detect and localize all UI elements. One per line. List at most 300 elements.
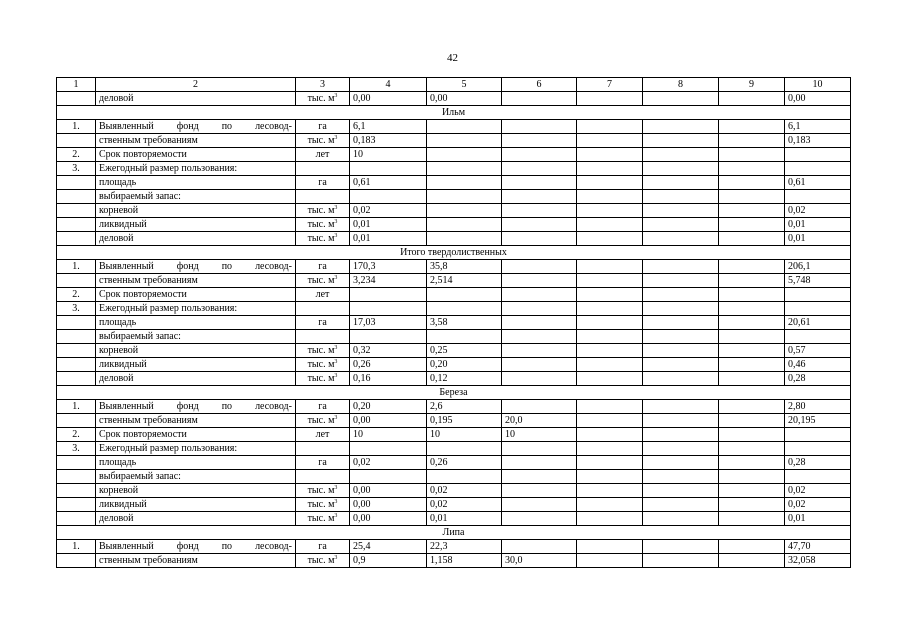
col7-cell	[577, 274, 643, 288]
col9-cell	[719, 218, 785, 232]
col10-cell: 0,02	[785, 204, 851, 218]
header-cell: 3	[296, 78, 350, 92]
header-cell: 4	[350, 78, 427, 92]
col5-cell	[427, 288, 502, 302]
col10-cell	[785, 190, 851, 204]
col4-cell: 0,183	[350, 134, 427, 148]
unit-cell: тыс. $м^3$	[296, 554, 350, 568]
row-label-cell	[96, 400, 296, 414]
col5-cell	[427, 120, 502, 134]
col7-cell	[577, 554, 643, 568]
col4-cell: 0,16	[350, 372, 427, 386]
table-row	[57, 554, 851, 568]
col5-cell: 35,8	[427, 260, 502, 274]
col6-cell	[502, 232, 577, 246]
row-number-cell	[57, 218, 96, 232]
col4-cell	[350, 288, 427, 302]
col4-cell: 17,03	[350, 316, 427, 330]
col6-cell	[502, 148, 577, 162]
col6-cell	[502, 498, 577, 512]
col10-cell: 0,28	[785, 456, 851, 470]
row-label-cell: ликвидный	[96, 498, 296, 512]
col9-cell	[719, 316, 785, 330]
col4-cell	[350, 330, 427, 344]
col4-cell: 0,9	[350, 554, 427, 568]
col6-cell	[502, 92, 577, 106]
col7-cell	[577, 470, 643, 484]
table-row	[57, 442, 851, 456]
row-number-cell	[57, 498, 96, 512]
col8-cell	[643, 190, 719, 204]
col5-cell: 2,6	[427, 400, 502, 414]
unit-cell: тыс. $м^3$	[296, 414, 350, 428]
col10-cell	[785, 162, 851, 176]
col5-cell: 22,3	[427, 540, 502, 554]
col9-cell	[719, 442, 785, 456]
col7-cell	[577, 498, 643, 512]
col4-cell: 0,32	[350, 344, 427, 358]
col8-cell	[643, 92, 719, 106]
col6-cell	[502, 190, 577, 204]
col5-cell: 0,01	[427, 512, 502, 526]
col4-cell	[350, 162, 427, 176]
table-row	[57, 316, 851, 330]
table-row	[57, 288, 851, 302]
table-row	[57, 218, 851, 232]
col5-cell	[427, 134, 502, 148]
row-label-cell: Срок повторяемости	[96, 288, 296, 302]
unit-cell	[296, 470, 350, 484]
col8-cell	[643, 134, 719, 148]
row-label-cell: деловой	[96, 92, 296, 106]
col10-cell: 2,80	[785, 400, 851, 414]
table-row	[57, 498, 851, 512]
col4-cell: 170,3	[350, 260, 427, 274]
col6-cell	[502, 274, 577, 288]
row-number-cell: 2.	[57, 288, 96, 302]
unit-cell: га	[296, 316, 350, 330]
row-label-cell: Ежегодный размер пользования:	[96, 302, 296, 316]
col9-cell	[719, 288, 785, 302]
row-label-cell: площадь	[96, 176, 296, 190]
table-row	[57, 302, 851, 316]
row-number-cell: 1.	[57, 120, 96, 134]
col8-cell	[643, 344, 719, 358]
col6-cell	[502, 204, 577, 218]
unit-cell: га	[296, 456, 350, 470]
table-row	[57, 120, 851, 134]
unit-cell: тыс. $м^3$	[296, 484, 350, 498]
col9-cell	[719, 358, 785, 372]
table-row	[57, 162, 851, 176]
row-label-cell: ственным требованиям	[96, 414, 296, 428]
unit-cell	[296, 190, 350, 204]
col5-cell	[427, 470, 502, 484]
col10-cell	[785, 330, 851, 344]
col8-cell	[643, 428, 719, 442]
col7-cell	[577, 92, 643, 106]
col9-cell	[719, 274, 785, 288]
col10-cell: 0,183	[785, 134, 851, 148]
col7-cell	[577, 162, 643, 176]
section-header-row	[57, 386, 851, 400]
col7-cell	[577, 260, 643, 274]
col7-cell	[577, 134, 643, 148]
table-row	[57, 428, 851, 442]
col7-cell	[577, 204, 643, 218]
col10-cell: 206,1	[785, 260, 851, 274]
row-number-cell: 1.	[57, 540, 96, 554]
col10-cell: 20,61	[785, 316, 851, 330]
row-number-cell: 1.	[57, 260, 96, 274]
col9-cell	[719, 428, 785, 442]
header-row	[57, 78, 851, 92]
row-label-cell: выбираемый запас:	[96, 470, 296, 484]
col8-cell	[643, 148, 719, 162]
unit-cell: га	[296, 120, 350, 134]
col7-cell	[577, 288, 643, 302]
unit-cell: тыс. $м^3$	[296, 358, 350, 372]
row-number-cell: 3.	[57, 302, 96, 316]
col10-cell: 0,02	[785, 484, 851, 498]
col4-cell: 0,00	[350, 498, 427, 512]
col4-cell: 0,20	[350, 400, 427, 414]
col8-cell	[643, 470, 719, 484]
row-label-cell	[96, 540, 296, 554]
col10-cell: 0,00	[785, 92, 851, 106]
col6-cell	[502, 484, 577, 498]
table-row	[57, 92, 851, 106]
col8-cell	[643, 400, 719, 414]
col6-cell	[502, 456, 577, 470]
col10-cell: 32,058	[785, 554, 851, 568]
col10-cell: 20,195	[785, 414, 851, 428]
col10-cell: 0,57	[785, 344, 851, 358]
col8-cell	[643, 512, 719, 526]
col6-cell	[502, 302, 577, 316]
section-title: Итого твердолиственных	[57, 246, 851, 260]
col8-cell	[643, 554, 719, 568]
col9-cell	[719, 330, 785, 344]
col5-cell	[427, 176, 502, 190]
row-number-cell	[57, 456, 96, 470]
row-label-cell: ликвидный	[96, 218, 296, 232]
col4-cell: 0,00	[350, 414, 427, 428]
col5-cell: 0,195	[427, 414, 502, 428]
col5-cell: 0,00	[427, 92, 502, 106]
row-label-text: Выявленный фонд по лесовод-	[99, 121, 292, 132]
col6-cell	[502, 316, 577, 330]
col8-cell	[643, 316, 719, 330]
row-number-cell: 2.	[57, 428, 96, 442]
col10-cell: 0,28	[785, 372, 851, 386]
table-row	[57, 190, 851, 204]
unit-cell: тыс. $м^3$	[296, 134, 350, 148]
col9-cell	[719, 400, 785, 414]
col9-cell	[719, 302, 785, 316]
page-number: 42	[447, 52, 458, 64]
unit-cell: лет	[296, 428, 350, 442]
row-number-cell	[57, 358, 96, 372]
unit-cell: тыс. $м^3$	[296, 512, 350, 526]
col7-cell	[577, 148, 643, 162]
col8-cell	[643, 330, 719, 344]
col6-cell: 10	[502, 428, 577, 442]
col4-cell: 3,234	[350, 274, 427, 288]
col7-cell	[577, 540, 643, 554]
table-row	[57, 540, 851, 554]
row-number-cell	[57, 414, 96, 428]
col10-cell	[785, 288, 851, 302]
section-title: Ильм	[57, 106, 851, 120]
row-label-cell	[96, 120, 296, 134]
col9-cell	[719, 414, 785, 428]
unit-cell	[296, 162, 350, 176]
col4-cell: 10	[350, 148, 427, 162]
col9-cell	[719, 92, 785, 106]
table-row	[57, 512, 851, 526]
col5-cell: 3,58	[427, 316, 502, 330]
table-row	[57, 330, 851, 344]
col8-cell	[643, 302, 719, 316]
col6-cell	[502, 358, 577, 372]
table-row	[57, 232, 851, 246]
col7-cell	[577, 232, 643, 246]
col8-cell	[643, 484, 719, 498]
row-number-cell	[57, 484, 96, 498]
row-number-cell: 3.	[57, 442, 96, 456]
table-body	[57, 92, 851, 568]
table-row	[57, 260, 851, 274]
section-header-row	[57, 106, 851, 120]
col9-cell	[719, 372, 785, 386]
col10-cell: 5,748	[785, 274, 851, 288]
col7-cell	[577, 302, 643, 316]
unit-cell: тыс. $м^3$	[296, 92, 350, 106]
header-cell: 9	[719, 78, 785, 92]
col8-cell	[643, 232, 719, 246]
col10-cell	[785, 148, 851, 162]
col9-cell	[719, 512, 785, 526]
row-label-cell: корневой	[96, 204, 296, 218]
col8-cell	[643, 288, 719, 302]
unit-cell: лет	[296, 148, 350, 162]
col9-cell	[719, 260, 785, 274]
unit-cell	[296, 330, 350, 344]
row-label-cell: Ежегодный размер пользования:	[96, 442, 296, 456]
unit-cell	[296, 442, 350, 456]
col10-cell	[785, 302, 851, 316]
col4-cell: 10	[350, 428, 427, 442]
row-label-cell: корневой	[96, 484, 296, 498]
row-label-cell: ликвидный	[96, 358, 296, 372]
col10-cell: 0,02	[785, 498, 851, 512]
row-number-cell	[57, 232, 96, 246]
table-row	[57, 456, 851, 470]
row-number-cell	[57, 372, 96, 386]
row-number-cell	[57, 176, 96, 190]
table-row	[57, 484, 851, 498]
row-label-cell: выбираемый запас:	[96, 190, 296, 204]
col5-cell: 0,02	[427, 484, 502, 498]
row-number-cell	[57, 316, 96, 330]
col8-cell	[643, 540, 719, 554]
col5-cell: 0,25	[427, 344, 502, 358]
row-number-cell	[57, 274, 96, 288]
col7-cell	[577, 316, 643, 330]
table-row	[57, 344, 851, 358]
col8-cell	[643, 372, 719, 386]
col9-cell	[719, 344, 785, 358]
col9-cell	[719, 554, 785, 568]
col8-cell	[643, 204, 719, 218]
col10-cell: 47,70	[785, 540, 851, 554]
row-label-cell: Срок повторяемости	[96, 428, 296, 442]
unit-cell: тыс. $м^3$	[296, 232, 350, 246]
row-label-cell: Срок повторяемости	[96, 148, 296, 162]
col4-cell	[350, 190, 427, 204]
col8-cell	[643, 498, 719, 512]
col4-cell: 25,4	[350, 540, 427, 554]
col6-cell	[502, 512, 577, 526]
row-label-cell	[96, 260, 296, 274]
col9-cell	[719, 120, 785, 134]
row-label-cell: корневой	[96, 344, 296, 358]
col7-cell	[577, 358, 643, 372]
col9-cell	[719, 232, 785, 246]
header-cell: 7	[577, 78, 643, 92]
col9-cell	[719, 484, 785, 498]
forest-data-table	[56, 77, 851, 568]
row-number-cell	[57, 204, 96, 218]
col5-cell	[427, 442, 502, 456]
col5-cell: 1,158	[427, 554, 502, 568]
col6-cell	[502, 470, 577, 484]
section-header-row	[57, 526, 851, 540]
col6-cell	[502, 260, 577, 274]
col9-cell	[719, 190, 785, 204]
row-number-cell	[57, 92, 96, 106]
col7-cell	[577, 372, 643, 386]
table-row	[57, 400, 851, 414]
col6-cell	[502, 120, 577, 134]
col4-cell: 0,00	[350, 512, 427, 526]
col8-cell	[643, 414, 719, 428]
col7-cell	[577, 456, 643, 470]
col6-cell	[502, 162, 577, 176]
col8-cell	[643, 218, 719, 232]
col6-cell	[502, 442, 577, 456]
col10-cell: 0,46	[785, 358, 851, 372]
row-number-cell: 3.	[57, 162, 96, 176]
col10-cell: 0,01	[785, 218, 851, 232]
col8-cell	[643, 162, 719, 176]
col6-cell	[502, 400, 577, 414]
table-row	[57, 148, 851, 162]
row-number-cell	[57, 330, 96, 344]
col8-cell	[643, 260, 719, 274]
col7-cell	[577, 442, 643, 456]
row-label-cell: деловой	[96, 372, 296, 386]
row-number-cell: 2.	[57, 148, 96, 162]
col7-cell	[577, 330, 643, 344]
col6-cell: 20,0	[502, 414, 577, 428]
table-row	[57, 134, 851, 148]
col4-cell: 6,1	[350, 120, 427, 134]
col4-cell: 0,01	[350, 218, 427, 232]
unit-cell	[296, 302, 350, 316]
col7-cell	[577, 176, 643, 190]
col5-cell	[427, 162, 502, 176]
col5-cell	[427, 330, 502, 344]
unit-cell: тыс. $м^3$	[296, 372, 350, 386]
col7-cell	[577, 484, 643, 498]
col4-cell: 0,01	[350, 232, 427, 246]
header-cell: 8	[643, 78, 719, 92]
col10-cell	[785, 442, 851, 456]
col5-cell	[427, 302, 502, 316]
col5-cell: 2,514	[427, 274, 502, 288]
row-label-cell: ственным требованиям	[96, 274, 296, 288]
header-cell: 10	[785, 78, 851, 92]
col4-cell	[350, 470, 427, 484]
col5-cell	[427, 204, 502, 218]
row-label-text: Выявленный фонд по лесовод-	[99, 261, 292, 272]
col7-cell	[577, 400, 643, 414]
unit-cell: тыс. $м^3$	[296, 344, 350, 358]
col9-cell	[719, 148, 785, 162]
row-number-cell	[57, 554, 96, 568]
header-cell: 6	[502, 78, 577, 92]
col5-cell	[427, 190, 502, 204]
col9-cell	[719, 470, 785, 484]
col8-cell	[643, 274, 719, 288]
row-label-cell: ственным требованиям	[96, 134, 296, 148]
col5-cell: 0,26	[427, 456, 502, 470]
col4-cell: 0,02	[350, 456, 427, 470]
row-number-cell: 1.	[57, 400, 96, 414]
col4-cell: 0,61	[350, 176, 427, 190]
col10-cell: 0,61	[785, 176, 851, 190]
unit-cell: тыс. $м^3$	[296, 498, 350, 512]
col4-cell	[350, 442, 427, 456]
col9-cell	[719, 204, 785, 218]
col6-cell	[502, 176, 577, 190]
col5-cell: 0,12	[427, 372, 502, 386]
unit-cell: тыс. $м^3$	[296, 218, 350, 232]
col4-cell: 0,02	[350, 204, 427, 218]
table-row	[57, 470, 851, 484]
row-number-cell	[57, 190, 96, 204]
row-label-cell: деловой	[96, 512, 296, 526]
col6-cell	[502, 372, 577, 386]
col8-cell	[643, 358, 719, 372]
header-cell: 5	[427, 78, 502, 92]
row-label-cell: Ежегодный размер пользования:	[96, 162, 296, 176]
col8-cell	[643, 176, 719, 190]
row-label-cell: площадь	[96, 316, 296, 330]
col5-cell: 10	[427, 428, 502, 442]
table-row	[57, 414, 851, 428]
unit-cell: тыс. $м^3$	[296, 274, 350, 288]
row-number-cell	[57, 512, 96, 526]
row-number-cell	[57, 134, 96, 148]
row-number-cell	[57, 470, 96, 484]
table-row	[57, 372, 851, 386]
col10-cell: 0,01	[785, 512, 851, 526]
col6-cell	[502, 134, 577, 148]
col5-cell	[427, 148, 502, 162]
